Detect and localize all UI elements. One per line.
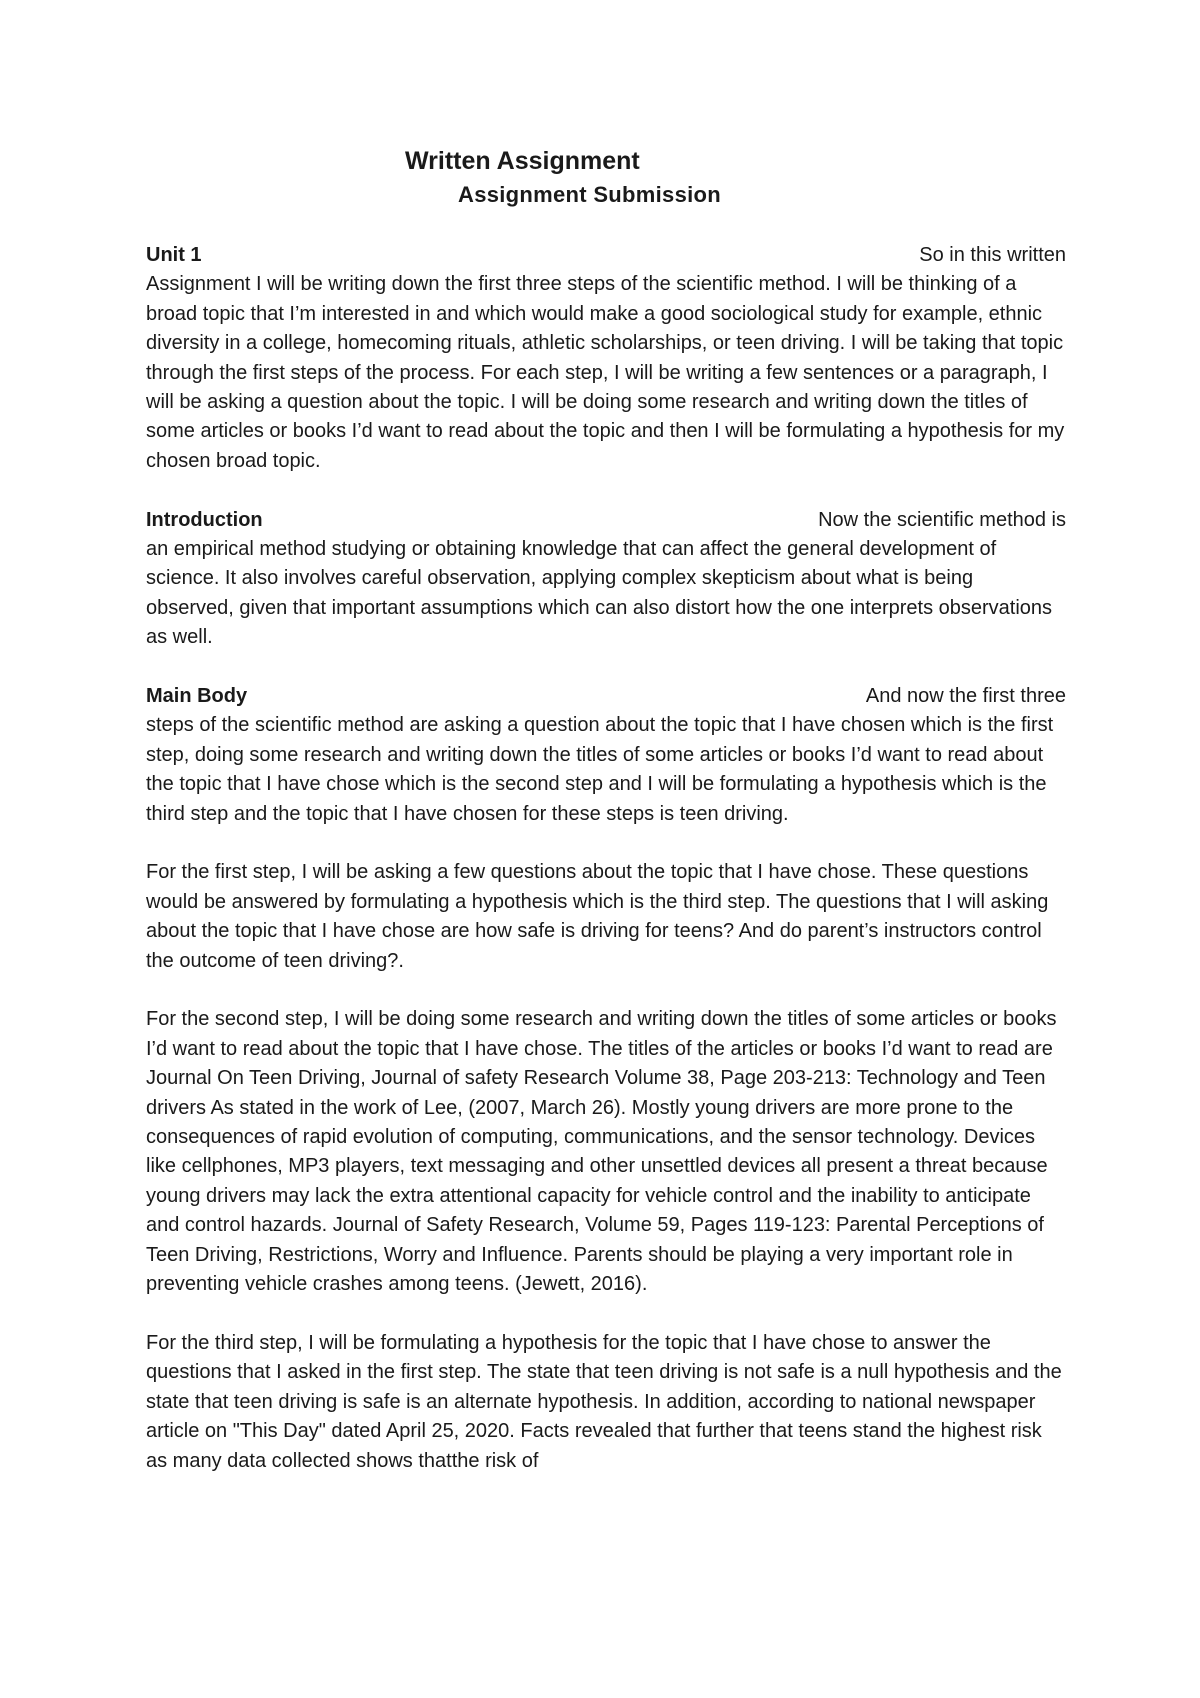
document-body: [146, 241, 1066, 1505]
introduction-heading: Introduction: [146, 508, 263, 531]
document-subtitle: Assignment Submission: [458, 182, 722, 207]
third-step-paragraph: For the third step, I will be formulating a hypothesis for the topic that I have chose to answer the questions that I asked in the first step. The state that teen driving is not safe is a null hypothesis and the state that teen driving is safe is an alternate hypothesis. In addition, according to national newspaper article on "This Day" dated April 25, 2020. Facts revealed that further that teens stand the highest risk as many data collected shows thatthe risk of: [146, 1331, 1062, 1472]
main-body-heading-line: [146, 682, 1066, 711]
document-title: Written Assignment: [405, 147, 640, 175]
first-step-paragraph: For the first step, I will be asking a few questions about the topic that I have chose. These questions would be answered by formulating a hypothesis which is the third step. The questions that I will asking about the topic that I have chose are how safe is driving for teens? And do parent’s instructors control the outcome of teen driving?.: [146, 861, 1049, 972]
unit-lead-text: So in this written: [919, 244, 1066, 266]
introduction-paragraph: an empirical method studying or obtaining knowledge that can affect the general development of science. It also involves careful observation, applying complex skepticism about what is being observed, given that important assumptions which can also distort how the one interprets observations as well.: [146, 538, 1053, 649]
introduction-section: [146, 506, 1066, 653]
main-body-lead-text: And now the first three: [865, 685, 1066, 708]
main-body-section: [146, 682, 1066, 1476]
unit-heading: Unit 1: [146, 244, 202, 266]
unit-paragraph: Assignment I will be writing down the first three steps of the scientific method. I will be thinking of a broad topic that I’m interested in and which would make a good sociological study for example, ethnic diversity in a college, homecoming rituals, athletic scholarships, or teen driving. I will be taking that topic through the first steps of the process. For each step, I will be writing a few sentences or a paragraph, I will be asking a question about the topic. I will be doing some research and writing down the titles of some articles or books I’d want to read about the topic and then I will be formulating a hypothesis for my chosen broad topic.: [146, 273, 1065, 472]
unit-heading-line: [146, 241, 1066, 270]
second-step-paragraph: For the second step, I will be doing some research and writing down the titles of some articles or books I’d want to read about the topic that I have chose. The titles of the articles or books I’d want to read are Journal On Teen Driving, Journal of safety Research Volume 38, Page 203-213: Technology and Teen drivers As stated in the work of Lee, (2007, March 26). Mostly young drivers are more prone to the consequences of rapid evolution of computing, communications, and the sensor technology. Devices like cellphones, MP3 players, text messaging and other unsettled devices all present a threat because young drivers may lack the extra attentional capacity for vehicle control and the inability to anticipate and control hazards. Journal of Safety Research, Volume 59, Pages 119-123: Parental Perceptions of Teen Driving, Restrictions, Worry and Influence. Parents should be playing a very important role in preventing vehicle crashes among teens. (Jewett, 2016).: [146, 1008, 1057, 1296]
unit-section: [146, 241, 1066, 476]
main-body-heading: Main Body: [146, 685, 248, 708]
introduction-heading-line: [146, 506, 1066, 535]
introduction-lead-text: Now the scientific method is: [818, 508, 1066, 531]
main-body-intro-paragraph: steps of the scientific method are asking a question about the topic that I have chosen which is the first step, doing some research and writing down the titles of some articles or books I’d want to read about the topic that I have chose which is the second step and I will be formulating a hypothesis which is the third step and the topic that I have chosen for these steps is teen driving.: [146, 714, 1054, 825]
